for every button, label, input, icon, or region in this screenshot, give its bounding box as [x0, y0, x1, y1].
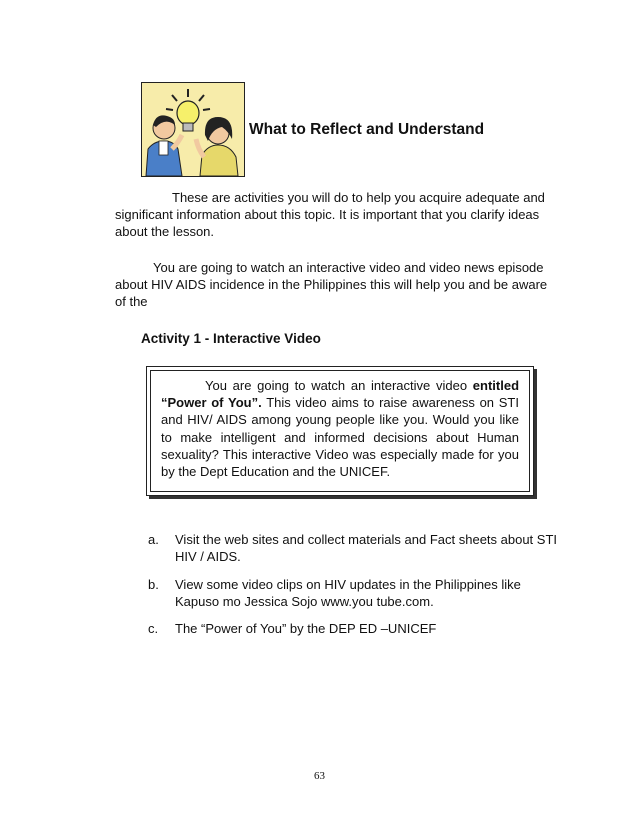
intro-paragraph-2-text: You are going to watch an interactive video and video news episode about HIV AIDS incidence in the Philippines this will help you and be aware of the	[115, 260, 548, 309]
intro-paragraph-1	[115, 189, 561, 240]
activity-description	[161, 377, 519, 480]
activity-description-inner-border	[150, 370, 530, 492]
lightbulb-people-illustration	[141, 82, 245, 177]
list-item-text: The “Power of You” by the DEP ED –UNICEF	[175, 621, 437, 636]
intro-paragraph-2	[115, 259, 561, 310]
activity-description-box	[146, 366, 534, 496]
list-marker: a.	[148, 532, 159, 547]
list-marker: c.	[148, 621, 159, 636]
activity-description-lead: You are going to watch an interactive video	[205, 378, 468, 393]
activity-description-rest: This video aims to raise awareness on STI and HIV/ AIDS among young people like you. Would you like to make intelligent and informed decisions about Human sexuality? This interactive Video was especially made for you by the Dept Education and the UNICEF.	[161, 395, 519, 480]
page-number: 63	[314, 770, 325, 782]
section-title: What to Reflect and Understand	[249, 121, 485, 138]
list-item-text: View some video clips on HIV updates in the Philippines like Kapuso mo Jessica Sojo www.you tube.com.	[175, 577, 521, 609]
intro-paragraph-1-text: These are activities you will do to help you acquire adequate and significant information about this topic. It is important that you clarify ideas about the lesson.	[115, 190, 545, 239]
list-item-text: Visit the web sites and collect materials and Fact sheets about STI HIV / AIDS.	[175, 532, 558, 564]
activity-title: Activity 1 - Interactive Video	[141, 331, 321, 346]
list-marker: b.	[148, 577, 159, 592]
activity-video-title: entitled “Power of You”.	[161, 378, 520, 411]
